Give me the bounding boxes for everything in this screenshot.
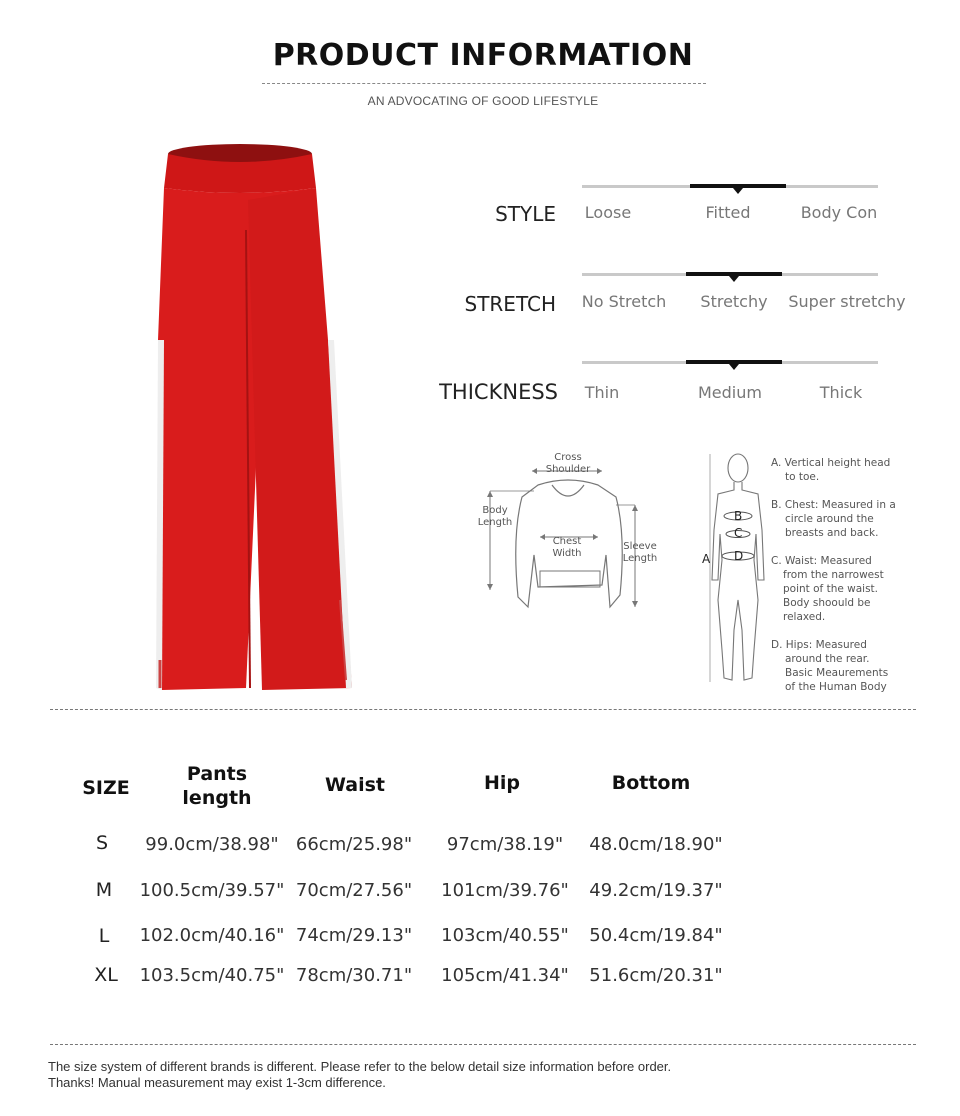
footer-divider: [50, 1044, 916, 1045]
stretch-option-super-stretchy: Super stretchy: [788, 292, 906, 311]
header-hip: Hip: [483, 772, 520, 794]
header-bottom: Bottom: [611, 772, 691, 794]
style-option-loose: Loose: [584, 203, 632, 222]
sleeve-length-label: Sleeve Length: [622, 541, 658, 564]
bottom-cell: 51.6cm/20.31": [589, 965, 723, 986]
body-label-b: B: [734, 509, 743, 523]
hip-cell: 105cm/41.34": [441, 965, 569, 986]
body-label-c: C: [734, 526, 743, 540]
note-c: C. Waist: Measured from the narrowest point of the waist. Body shoould be relaxed.: [771, 555, 884, 623]
waist-cell: 70cm/27.56": [295, 880, 413, 901]
body-label-d: D: [734, 549, 744, 563]
bottom-cell: 49.2cm/19.37": [589, 880, 723, 901]
product-image: [150, 140, 360, 695]
style-option-fitted: Fitted: [705, 203, 751, 222]
body-length-label: Body Length: [477, 505, 513, 528]
style-option-body-con: Body Con: [800, 203, 878, 222]
note-b: B. Chest: Measured in a circle around the breasts and back.: [771, 499, 896, 539]
stretch-option-no-stretch: No Stretch: [581, 292, 667, 311]
footer-note-2: Thanks! Manual measurement may exist 1-3cm difference.: [48, 1075, 386, 1090]
page-title: PRODUCT INFORMATION: [272, 38, 694, 73]
size-cell: XL: [94, 964, 118, 986]
title-divider: [262, 83, 706, 84]
thickness-scale-marker: [729, 364, 739, 370]
pants-length-cell: 102.0cm/40.16": [139, 925, 285, 946]
thickness-option-thin: Thin: [584, 383, 620, 402]
style-scale-marker: [733, 188, 743, 194]
size-cell: S: [95, 832, 109, 854]
header-waist: Waist: [324, 774, 385, 796]
cross-shoulder-label: Cross Shoulder: [545, 452, 591, 475]
note-a: A. Vertical height head to toe.: [771, 457, 891, 483]
waist-cell: 74cm/29.13": [295, 925, 413, 946]
page-subtitle: AN ADVOCATING OF GOOD LIFESTYLE: [367, 94, 599, 108]
hip-cell: 103cm/40.55": [441, 925, 569, 946]
header-size: SIZE: [82, 777, 130, 799]
thickness-label: THICKNESS: [439, 380, 558, 404]
section-divider: [50, 709, 916, 710]
waist-cell: 78cm/30.71": [295, 965, 413, 986]
style-label: STYLE: [495, 202, 556, 226]
header-pants-length: Pants length: [182, 763, 252, 809]
stretch-scale-marker: [729, 276, 739, 282]
pants-length-cell: 99.0cm/38.98": [145, 834, 279, 855]
hip-cell: 97cm/38.19": [446, 834, 564, 855]
body-label-a: A: [702, 552, 711, 566]
note-d: D. Hips: Measured around the rear. Basic Meaurements of the Human Body: [771, 639, 889, 693]
bottom-cell: 50.4cm/19.84": [589, 925, 723, 946]
stretch-option-stretchy: Stretchy: [700, 292, 768, 311]
pants-length-cell: 103.5cm/40.75": [139, 965, 285, 986]
bottom-cell: 48.0cm/18.90": [589, 834, 723, 855]
thickness-option-thick: Thick: [819, 383, 863, 402]
hip-cell: 101cm/39.76": [441, 880, 569, 901]
waist-cell: 66cm/25.98": [295, 834, 413, 855]
size-cell: L: [98, 925, 110, 947]
footer-note-1: The size system of different brands is different. Please refer to the below detail size information before order.: [48, 1059, 672, 1074]
body-measure-diagram: [700, 450, 766, 685]
stretch-label: STRETCH: [464, 292, 556, 316]
size-cell: M: [95, 879, 113, 901]
chest-width-label: Chest Width: [552, 536, 582, 559]
pants-length-cell: 100.5cm/39.57": [139, 880, 285, 901]
thickness-option-medium: Medium: [698, 383, 762, 402]
